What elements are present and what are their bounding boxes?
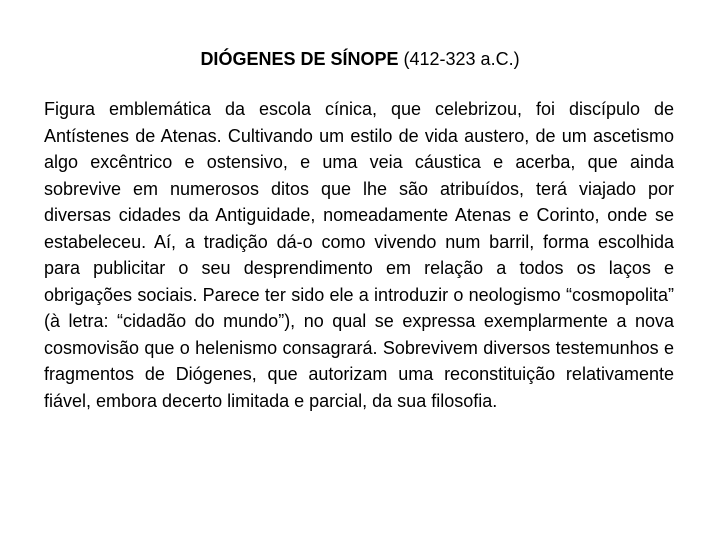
slide-title xyxy=(0,46,720,72)
title-dates: (412-323 a.C.) xyxy=(403,49,520,69)
title-name: DIÓGENES DE SÍNOPE xyxy=(200,49,399,69)
body-paragraph: Figura emblemática da escola cínica, que celebrizou, foi discípulo de Antístenes de Atenas. Cultivando um estilo de vida austero, de um ascetismo algo excêntrico e ostensivo, e uma veia cáustica e acerba, que ainda sobrevive em numerosos ditos que lhe são atribuídos, terá viajado por diversas cidades da Antiguidade, nomeadamente Atenas e Corinto, onde se estabeleceu. Aí, a tradição dá-o como vivendo num barril, forma escolhida para publicitar o seu desprendimento em relação a todos os laços e obrigações sociais. Parece ter sido ele a introduzir o neologismo “cosmopolita” (à letra: “cidadão do mundo”), no qual se expressa exemplarmente a nova cosmovisão que o helenismo consagrará. Sobrevivem diversos testemunhos e fragmentos de Diógenes, que autorizam uma reconstituição relativamente fiável, embora decerto limitada e parcial, da sua filosofia. xyxy=(44,99,674,411)
